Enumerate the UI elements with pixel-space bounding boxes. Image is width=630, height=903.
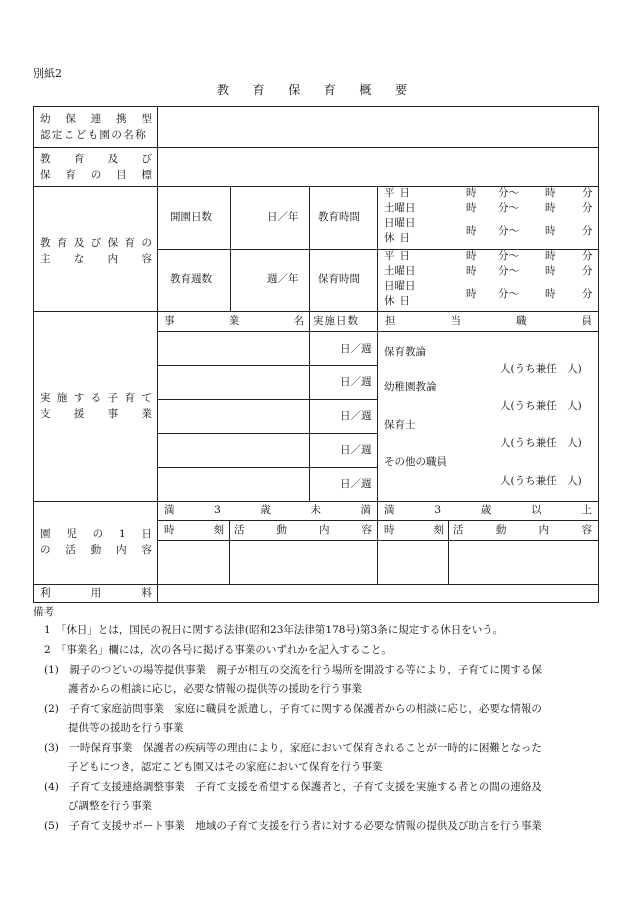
label-char: 容 bbox=[141, 253, 152, 265]
label-char: 教 bbox=[40, 237, 51, 249]
label-char: 児 bbox=[66, 528, 77, 540]
label-char: の bbox=[141, 237, 152, 249]
time-hour-to: 時 bbox=[545, 288, 556, 300]
support-row-divider bbox=[157, 433, 377, 434]
label-char: 未 bbox=[310, 504, 321, 516]
time-minute-to: 分 bbox=[582, 250, 593, 262]
label-char: 以 bbox=[531, 504, 542, 516]
support-row-divider bbox=[157, 399, 377, 400]
open-days-label: 開園日数 bbox=[170, 211, 212, 223]
label-char: 育 bbox=[65, 169, 76, 181]
label-char: 容 bbox=[141, 544, 152, 556]
label-char: る bbox=[90, 392, 102, 404]
time-hour: 時 bbox=[466, 187, 477, 199]
staff-count: 人(うち兼任 人) bbox=[500, 475, 582, 487]
support-label-line2 bbox=[40, 409, 152, 420]
label-char: 担 bbox=[385, 315, 396, 327]
time-hour-to: 時 bbox=[545, 225, 556, 237]
label-char: 用 bbox=[90, 587, 102, 599]
note-item-continued: び調整を行う事業 bbox=[68, 800, 152, 812]
support-col-staff bbox=[385, 316, 592, 327]
label-char: 満 bbox=[384, 504, 395, 516]
label-char: 日 bbox=[399, 187, 410, 199]
table-border-top bbox=[33, 106, 599, 107]
staff-role: 幼稚園教論 bbox=[384, 381, 437, 393]
time-minute-from: 分〜 bbox=[498, 225, 519, 237]
label-char: 動 bbox=[90, 544, 102, 556]
label-char: 携 bbox=[116, 113, 127, 125]
open-weeks-unit: 週／年 bbox=[267, 273, 299, 285]
support-row-divider bbox=[157, 365, 377, 366]
note-item: (3) 一時保育事業 保護者の疾病等の理由により，家庭において保育されることが一時的に困難となった bbox=[44, 742, 542, 754]
label-char: 保 bbox=[107, 237, 119, 249]
label-char: 動 bbox=[276, 524, 287, 536]
note-item: (4) 子育て支援連絡調整事業 子育て支援を希望する保護者と，子育て支援を実施する者との間の連絡及 bbox=[44, 781, 542, 793]
label-char: 休 bbox=[384, 232, 395, 244]
title-char: 育 bbox=[323, 83, 336, 97]
note-item-continued: 護者からの相談に応じ，必要な情報の提供等の援助を行う事業 bbox=[68, 683, 362, 695]
label-char: 内 bbox=[116, 544, 127, 556]
label-char: の bbox=[40, 544, 51, 556]
daily-header-divider bbox=[157, 540, 599, 541]
content-label-line1 bbox=[40, 238, 152, 249]
daily-col-divider bbox=[377, 501, 378, 584]
label-char: 容 bbox=[581, 524, 592, 536]
label-char: 業 bbox=[228, 315, 240, 327]
label-char: 歳 bbox=[480, 504, 492, 516]
label-char: 日 bbox=[399, 295, 410, 307]
staff-count: 人(うち兼任 人) bbox=[500, 363, 582, 375]
day-label-holiday bbox=[384, 296, 410, 307]
content-subrow-divider bbox=[157, 249, 599, 250]
staff-count: 人(うち兼任 人) bbox=[500, 437, 582, 449]
label-char: 及 bbox=[73, 237, 85, 249]
label-char: 実 bbox=[40, 392, 51, 404]
support-days-unit: 日／週 bbox=[340, 343, 372, 355]
label-char: 3 bbox=[214, 504, 221, 516]
label-char: 育 bbox=[124, 237, 136, 249]
note-item: (2) 子育て家庭訪問事業 家庭に職員を派遣し，子育てに関する保護者からの相談に応じ，必要な情報の bbox=[44, 703, 542, 715]
label-char: 活 bbox=[234, 524, 245, 536]
table-border-bottom bbox=[33, 602, 599, 603]
day-label-weekday bbox=[384, 188, 410, 199]
time-minute-from: 分〜 bbox=[498, 202, 519, 214]
label-char: 業 bbox=[141, 408, 152, 420]
label-char: 刻 bbox=[213, 524, 224, 536]
label-char: 活 bbox=[65, 544, 76, 556]
note-item: 1 「休日」とは，国民の祝日に関する法律(昭和23年法律第178号)第3条に規定する休日をいう。 bbox=[44, 624, 504, 636]
goals-label-line2 bbox=[40, 170, 152, 181]
time-hour-to: 時 bbox=[545, 187, 556, 199]
label-char: 日 bbox=[141, 528, 152, 540]
note-item: (1) 親子のつどいの場等提供事業 親子が相互の交流を行う場所を開設する等により，子育てに関する保 bbox=[44, 664, 542, 676]
support-days-unit: 日／週 bbox=[340, 444, 372, 456]
time-minute-from: 分〜 bbox=[498, 187, 519, 199]
support-header-divider bbox=[157, 331, 599, 332]
label-char: 時 bbox=[164, 524, 175, 536]
label-char: 活 bbox=[453, 524, 464, 536]
label-char: 休 bbox=[384, 295, 395, 307]
notes-title: 備考 bbox=[33, 606, 54, 618]
title-char: 保 bbox=[288, 83, 301, 97]
page-title bbox=[217, 84, 407, 96]
content-col-divider bbox=[230, 186, 231, 311]
time-minute-to: 分 bbox=[582, 187, 593, 199]
table-border-right bbox=[598, 106, 599, 603]
title-char: 育 bbox=[252, 83, 265, 97]
daily-col-time bbox=[164, 525, 224, 536]
support-label-line1 bbox=[40, 393, 152, 404]
label-char: 内 bbox=[107, 253, 119, 265]
label-char: 満 bbox=[360, 504, 371, 516]
name-label-line2: 認定こども園の名称 bbox=[40, 129, 148, 141]
daily-label-line1 bbox=[40, 529, 152, 540]
label-char: の bbox=[92, 528, 104, 540]
support-row-divider bbox=[157, 467, 377, 468]
label-char: 育 bbox=[73, 153, 85, 165]
daily-col-divider bbox=[448, 520, 449, 584]
support-col-days: 実施日数 bbox=[313, 315, 359, 327]
label-char: の bbox=[90, 169, 102, 181]
open-days-unit: 日／年 bbox=[267, 211, 299, 223]
label-char: 保 bbox=[65, 113, 76, 125]
time-minute-from: 分〜 bbox=[498, 265, 519, 277]
time-hour-to: 時 bbox=[545, 202, 556, 214]
edu-hours-label: 教育時間 bbox=[318, 211, 360, 223]
label-char: 内 bbox=[319, 524, 330, 536]
support-col-name bbox=[164, 316, 304, 327]
daily-col-time bbox=[384, 525, 444, 536]
note-item-continued: 子どもにつき，認定こども園又はその家庭において保育を行う事業 bbox=[68, 761, 383, 773]
label-char: 施 bbox=[56, 392, 68, 404]
label-char: 及 bbox=[107, 153, 119, 165]
time-hour: 時 bbox=[466, 225, 477, 237]
label-char: 平 bbox=[384, 250, 395, 262]
day-label-sunday: 日曜日 bbox=[384, 217, 416, 229]
day-label-weekday bbox=[384, 251, 410, 262]
time-hour: 時 bbox=[466, 250, 477, 262]
title-char: 概 bbox=[359, 83, 372, 97]
label-char: な bbox=[73, 253, 85, 265]
label-column-divider bbox=[157, 106, 158, 603]
staff-role: その他の職員 bbox=[384, 456, 447, 468]
label-char: 当 bbox=[450, 315, 461, 327]
care-hours-label: 保育時間 bbox=[318, 273, 360, 285]
note-item: 2 「事業名」欄には，次の各号に掲げる事業のいずれかを記入すること。 bbox=[44, 644, 392, 656]
label-char: び bbox=[141, 153, 152, 165]
label-char: 利 bbox=[40, 587, 51, 599]
label-char: 時 bbox=[384, 524, 395, 536]
goals-label-line1 bbox=[40, 154, 152, 165]
label-char: 育 bbox=[124, 392, 136, 404]
daily-col-activity bbox=[234, 525, 372, 536]
label-char: 上 bbox=[581, 504, 592, 516]
time-hour-to: 時 bbox=[545, 265, 556, 277]
time-minute-to: 分 bbox=[582, 265, 593, 277]
open-weeks-label: 教育週数 bbox=[170, 273, 212, 285]
title-char: 要 bbox=[394, 83, 407, 97]
staff-role: 保育士 bbox=[384, 419, 416, 431]
support-days-unit: 日／週 bbox=[340, 410, 372, 422]
label-char: 料 bbox=[141, 587, 152, 599]
time-minute-to: 分 bbox=[582, 202, 593, 214]
staff-role: 保育教論 bbox=[384, 346, 426, 358]
support-days-unit: 日／週 bbox=[340, 376, 372, 388]
label-char: 3 bbox=[434, 504, 442, 516]
label-char: 援 bbox=[73, 408, 85, 420]
content-label-line2 bbox=[40, 254, 152, 265]
daily-header-divider bbox=[157, 520, 599, 521]
label-char: 満 bbox=[164, 504, 175, 516]
content-col-divider bbox=[377, 186, 378, 311]
label-char: 事 bbox=[107, 408, 119, 420]
label-char: び bbox=[90, 237, 102, 249]
daily-label-line2 bbox=[40, 545, 152, 556]
label-char: 型 bbox=[141, 113, 152, 125]
label-char: 連 bbox=[90, 113, 102, 125]
label-char: 主 bbox=[40, 253, 51, 265]
label-char: 標 bbox=[141, 169, 152, 181]
label-char: 動 bbox=[495, 524, 507, 536]
label-char: 幼 bbox=[40, 113, 51, 125]
time-hour: 時 bbox=[466, 265, 477, 277]
attachment-label: 別紙2 bbox=[33, 67, 62, 80]
label-char: 1 bbox=[118, 528, 126, 540]
note-item-continued: 提供等の援助を行う事業 bbox=[68, 722, 184, 734]
day-label-holiday bbox=[384, 233, 410, 244]
label-char: 子 bbox=[107, 392, 119, 404]
time-hour-to: 時 bbox=[545, 250, 556, 262]
support-col-divider bbox=[377, 311, 378, 501]
day-label-saturday: 土曜日 bbox=[384, 265, 416, 277]
time-hour: 時 bbox=[466, 288, 477, 300]
row-divider bbox=[33, 147, 599, 148]
label-char: す bbox=[73, 392, 85, 404]
label-char: 支 bbox=[40, 408, 51, 420]
time-minute-from: 分〜 bbox=[498, 250, 519, 262]
label-char: 園 bbox=[40, 528, 51, 540]
fee-label bbox=[40, 588, 152, 599]
label-char: 名 bbox=[293, 315, 304, 327]
row-divider bbox=[33, 311, 599, 312]
row-divider bbox=[33, 501, 599, 502]
label-char: 員 bbox=[581, 315, 592, 327]
title-char: 教 bbox=[217, 83, 230, 97]
label-char: 内 bbox=[538, 524, 550, 536]
content-col-divider bbox=[309, 186, 310, 311]
label-char: 歳 bbox=[260, 504, 271, 516]
label-char: 平 bbox=[384, 187, 395, 199]
day-label-saturday: 土曜日 bbox=[384, 202, 416, 214]
label-char: 日 bbox=[399, 232, 410, 244]
label-char: 育 bbox=[56, 237, 68, 249]
label-char: 刻 bbox=[433, 524, 444, 536]
table-border-left bbox=[33, 106, 34, 603]
row-divider bbox=[33, 584, 599, 585]
label-char: 保 bbox=[40, 169, 51, 181]
time-minute-to: 分 bbox=[582, 288, 593, 300]
support-col-divider bbox=[309, 311, 310, 501]
daily-under3-header bbox=[164, 505, 371, 516]
daily-col-divider bbox=[229, 520, 230, 584]
support-days-unit: 日／週 bbox=[340, 478, 372, 490]
label-char: て bbox=[141, 392, 152, 404]
label-char: 容 bbox=[361, 524, 372, 536]
label-char: 事 bbox=[164, 315, 175, 327]
staff-count: 人(うち兼任 人) bbox=[500, 400, 582, 412]
label-char: 職 bbox=[516, 315, 527, 327]
label-char: 教 bbox=[40, 153, 51, 165]
name-label-line1 bbox=[40, 114, 152, 125]
daily-over3-header bbox=[384, 505, 592, 516]
time-minute-to: 分 bbox=[582, 225, 593, 237]
time-minute-from: 分〜 bbox=[498, 288, 519, 300]
day-label-sunday: 日曜日 bbox=[384, 280, 416, 292]
time-hour: 時 bbox=[466, 202, 477, 214]
daily-col-activity bbox=[453, 525, 592, 536]
note-item: (5) 子育て支援サポート事業 地域の子育て支援を行う者に対する必要な情報の提供及び助言を行う事業 bbox=[44, 820, 542, 832]
label-char: 目 bbox=[116, 169, 127, 181]
label-char: 日 bbox=[399, 250, 410, 262]
